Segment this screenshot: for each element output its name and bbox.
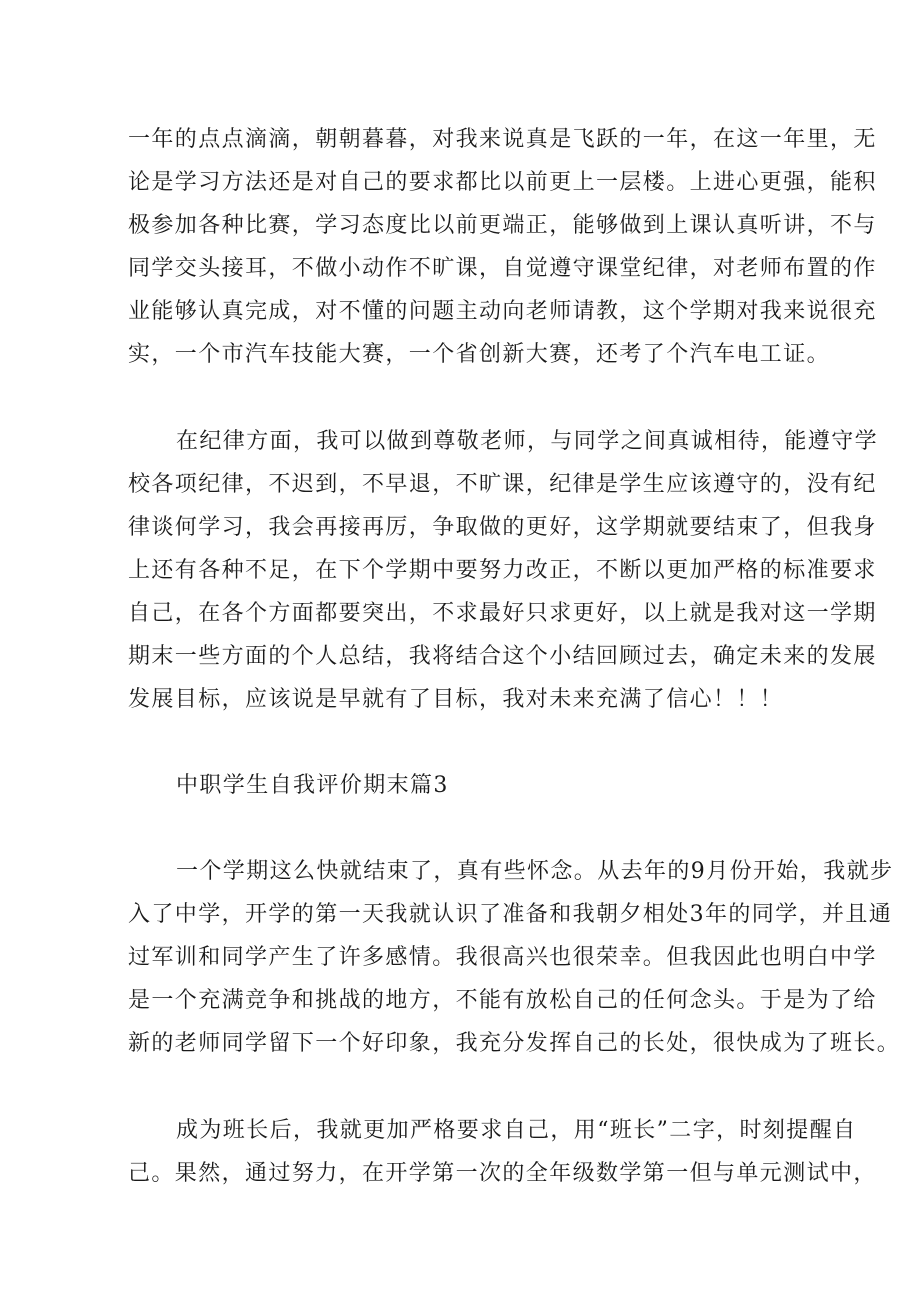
paragraph-1-line-6: 实，一个市汽车技能大赛，一个省创新大赛，还考了个汽车电工证。 [128, 342, 831, 367]
paragraph-2-line-7: 发展目标，应该说是早就有了目标，我对未来充满了信心！！！ [128, 687, 784, 712]
paragraph-3-line-1: 一个学期这么快就结束了，真有些怀念。从去年的9月份开始，我就步 [176, 859, 894, 884]
paragraph-3-line-3: 过军训和同学产生了许多感情。我很高兴也很荣幸。但我因此也明白中学 [128, 945, 877, 970]
paragraph-4-line-1: 成为班长后，我就更加严格要求自己，用“班长”二字，时刻提醒自 [176, 1118, 857, 1143]
paragraph-2-line-4: 上还有各种不足，在下个学期中要努力改正，不断以更加严格的标准要求 [128, 558, 877, 583]
paragraph-3-line-4: 是一个充满竞争和挑战的地方，不能有放松自己的任何念头。于是为了给 [128, 988, 877, 1013]
paragraph-2-line-5: 自己，在各个方面都要突出，不求最好只求更好，以上就是我对这一学期 [128, 601, 877, 626]
section-heading: 中职学生自我评价期末篇3 [176, 773, 449, 798]
paragraph-3-line-5: 新的老师同学留下一个好印象，我充分发挥自己的长处，很快成为了班长。 [128, 1031, 901, 1056]
paragraph-2-line-6: 期末一些方面的个人总结，我将结合这个小结回顾过去，确定未来的发展 [128, 644, 877, 669]
paragraph-3-line-2: 入了中学，开学的第一天我就认识了准备和我朝夕相处3年的同学，并且通 [128, 902, 893, 927]
paragraph-1-line-1: 一年的点点滴滴，朝朝暮暮，对我来说真是飞跃的一年，在这一年里，无 [128, 127, 877, 152]
paragraph-4-line-2: 己。果然，通过努力，在开学第一次的全年级数学第一但与单元测试中， [128, 1161, 877, 1186]
paragraph-2-line-2: 校各项纪律，不迟到，不早退，不旷课，纪律是学生应该遵守的，没有纪 [128, 472, 877, 497]
paragraph-1-line-5: 业能够认真完成，对不懂的问题主动向老师请教，这个学期对我来说很充 [128, 299, 877, 324]
paragraph-2-line-3: 律谈何学习，我会再接再厉，争取做的更好，这学期就要结束了，但我身 [128, 515, 877, 540]
paragraph-2-line-1: 在纪律方面，我可以做到尊敬老师，与同学之间真诚相待，能遵守学 [176, 429, 879, 454]
paragraph-1-line-3: 极参加各种比赛，学习态度比以前更端正，能够做到上课认真听讲，不与 [128, 213, 877, 238]
paragraph-1-line-4: 同学交头接耳，不做小动作不旷课，自觉遵守课堂纪律，对老师布置的作 [128, 256, 877, 281]
paragraph-1-line-2: 论是学习方法还是对自己的要求都比以前更上一层楼。上进心更强，能积 [128, 170, 877, 195]
